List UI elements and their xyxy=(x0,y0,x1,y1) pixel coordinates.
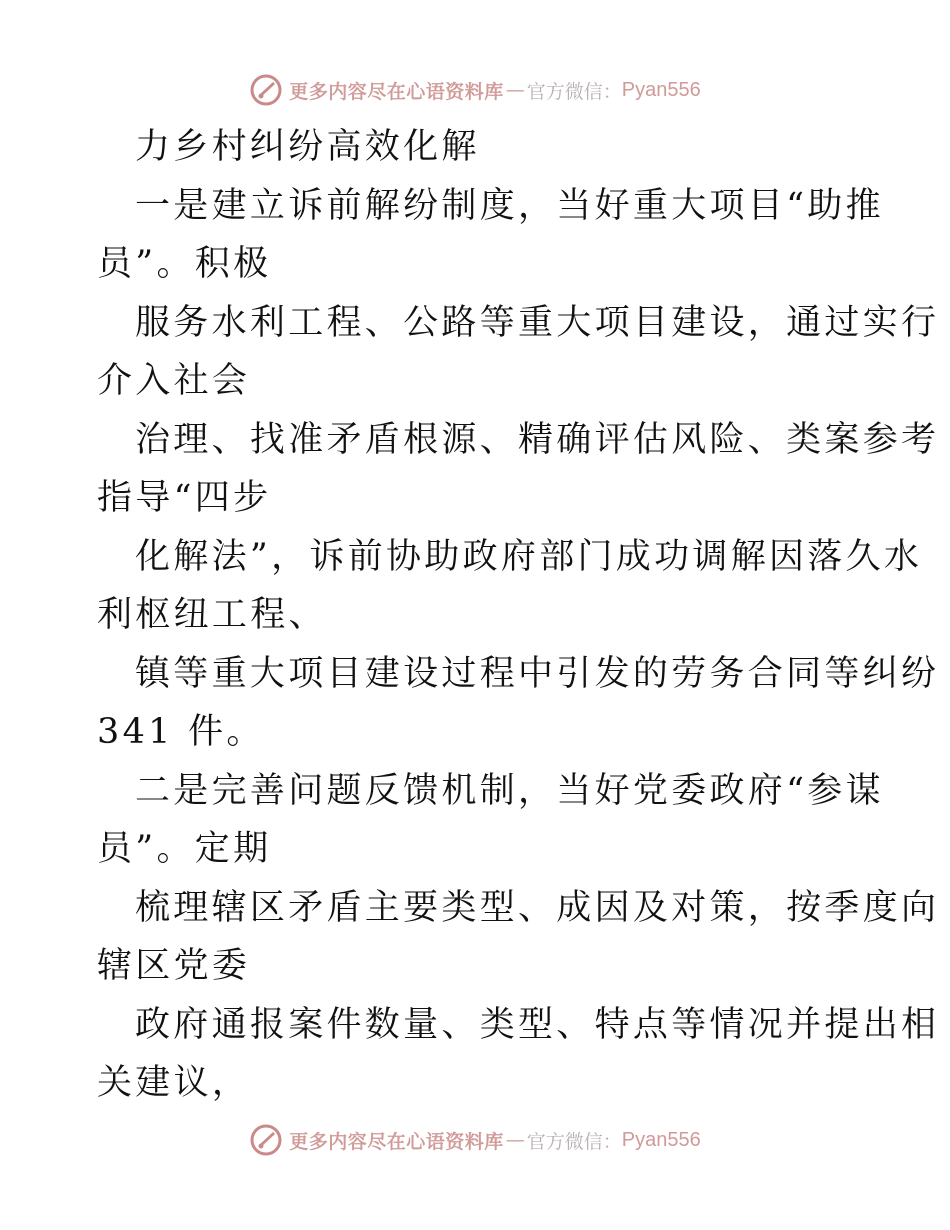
text-line: 二是完善问题反馈机制，当好党委政府“参谋 xyxy=(135,770,884,811)
watermark-logo-icon xyxy=(249,1123,283,1157)
watermark-id: Pyan556 xyxy=(621,1128,701,1151)
text-line: 关建议， xyxy=(97,1063,251,1103)
text-line: 服务水利工程、公路等重大项目建设，通过实行 xyxy=(135,302,940,343)
text-line: 力乡村纠纷高效化解 xyxy=(135,127,480,167)
watermark-id: Pyan556 xyxy=(621,78,701,101)
watermark-dash: — xyxy=(505,79,525,101)
text-line: 员”。定期 xyxy=(97,829,272,869)
watermark-footer xyxy=(0,1120,950,1160)
text-line: 员”。积极 xyxy=(97,244,272,284)
text-line: 政府通报案件数量、类型、特点等情况并提出相 xyxy=(135,1004,940,1045)
text-line: 指导“四步 xyxy=(97,478,272,518)
text-line: 梳理辖区矛盾主要类型、成因及对策，按季度向 xyxy=(135,887,940,928)
text-line: 一是建立诉前解纷制度，当好重大项目“助推 xyxy=(135,185,884,226)
text-line: 镇等重大项目建设过程中引发的劳务合同等纠纷 xyxy=(135,653,940,694)
text-line: 利枢纽工程、 xyxy=(97,595,327,635)
watermark-logo-icon xyxy=(249,73,283,107)
watermark-text: 更多内容尽在心语资料库 xyxy=(289,80,504,103)
text-line: 介入社会 xyxy=(97,361,251,401)
document-body xyxy=(97,118,940,1113)
text-line: 辖区党委 xyxy=(97,946,251,986)
watermark-official: 官方微信： xyxy=(526,1130,622,1153)
text-line: 341 件。 xyxy=(97,712,265,752)
watermark-dash: — xyxy=(505,1129,525,1151)
watermark-header xyxy=(0,70,950,110)
watermark-text: 更多内容尽在心语资料库 xyxy=(289,1130,504,1153)
text-line: 化解法”，诉前协助政府部门成功调解因落久水 xyxy=(135,536,923,577)
watermark-official: 官方微信： xyxy=(526,80,622,103)
text-line: 治理、找准矛盾根源、精确评估风险、类案参考 xyxy=(135,419,940,460)
